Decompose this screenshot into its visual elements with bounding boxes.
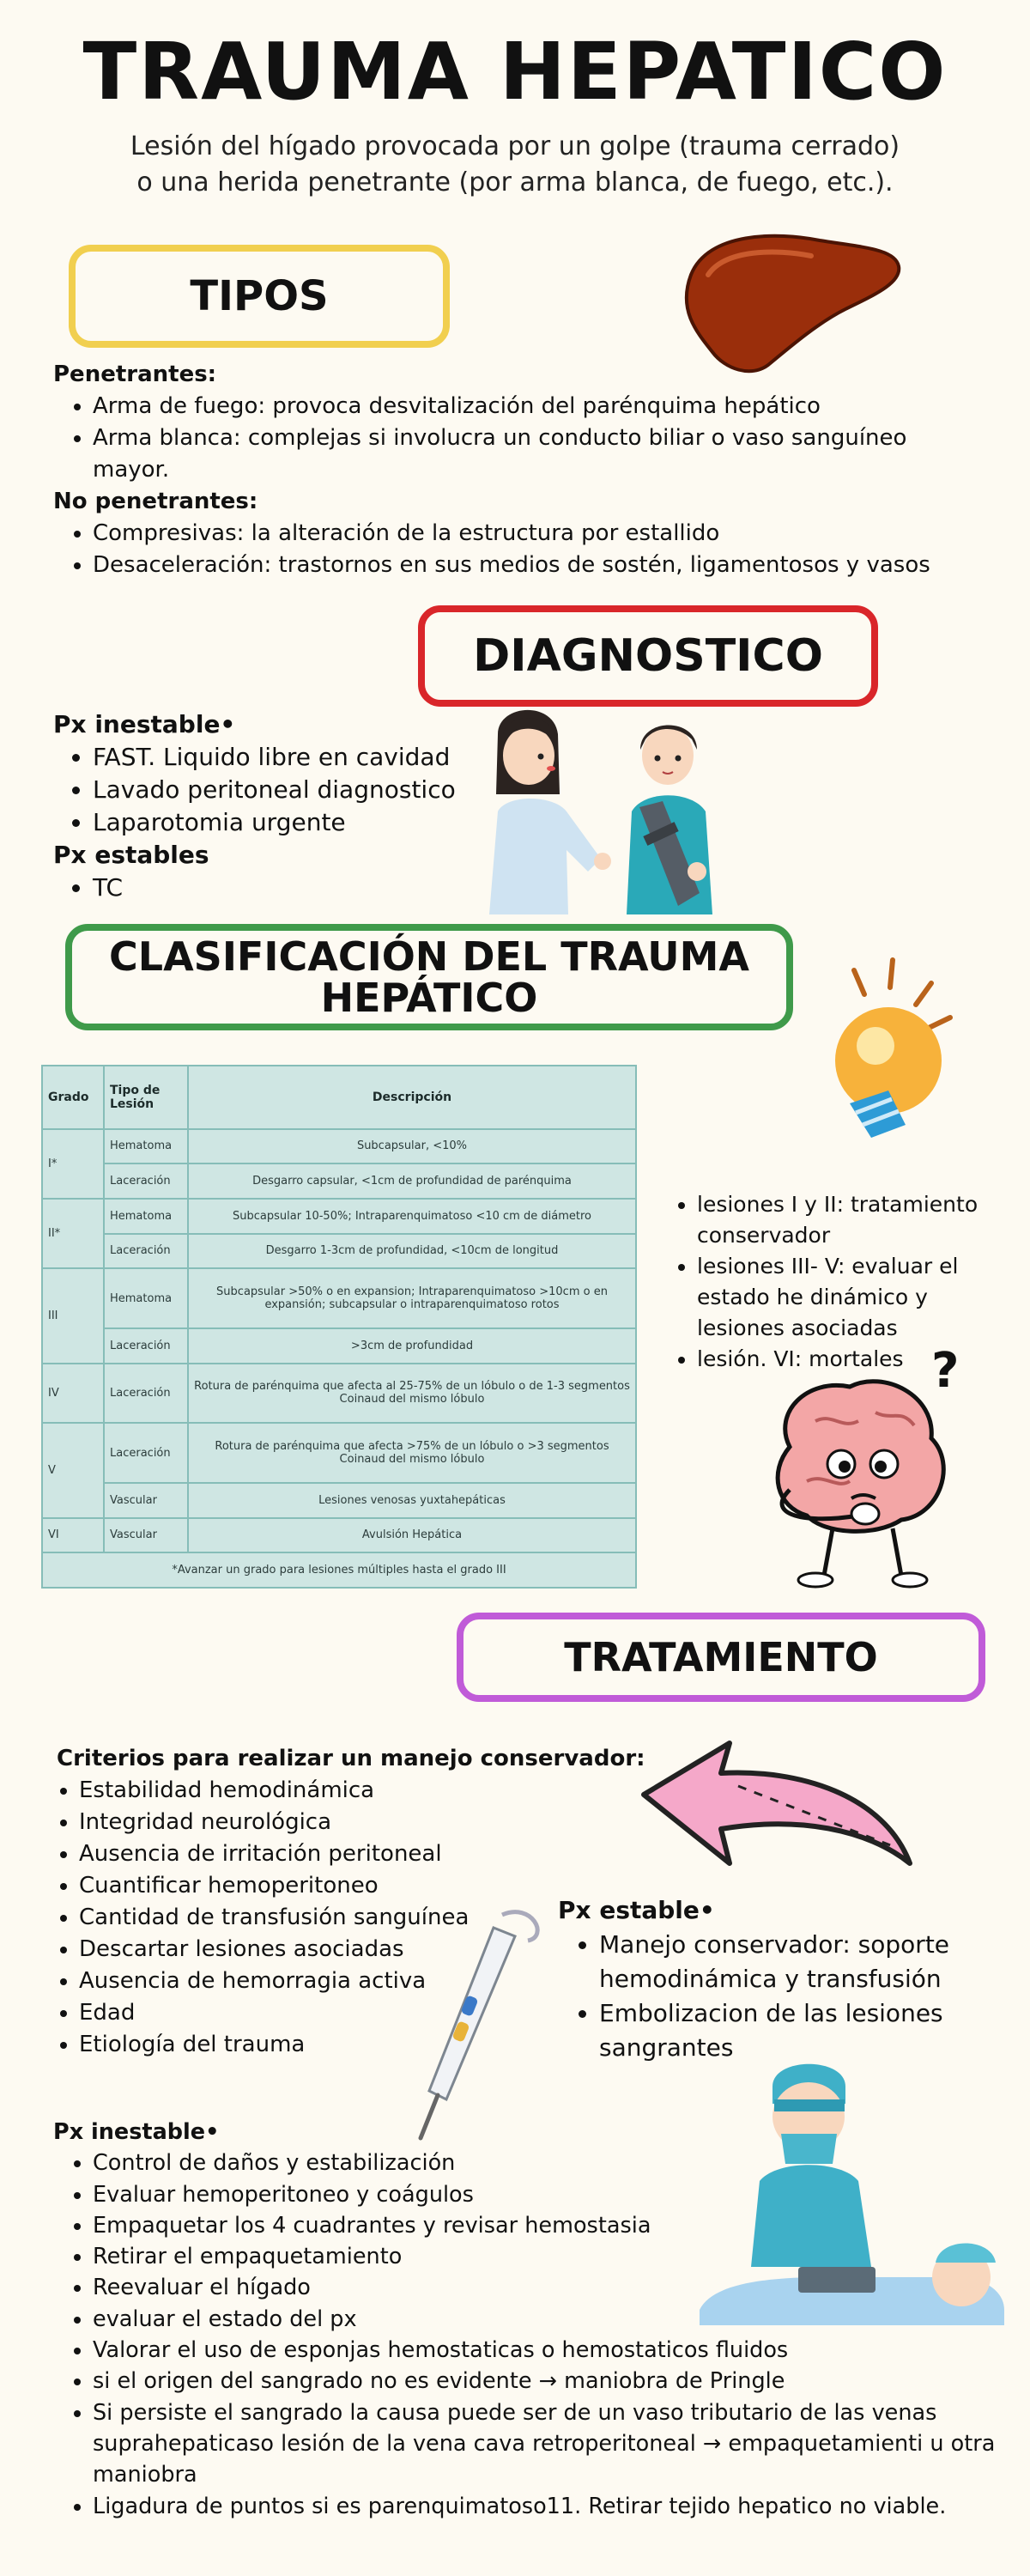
list-item: • Control de daños y estabilización [93,2148,1006,2178]
table-row [42,1163,636,1199]
table-row [42,1234,636,1269]
grade-cell: IV [42,1364,104,1424]
liver-icon [674,215,906,378]
tratamiento-inestable-section [53,2117,1006,2522]
desc-cell: Subcapsular, <10% [188,1129,636,1164]
list-item: • Etiología del trauma [79,2029,657,2061]
lightbulb-icon [803,953,957,1159]
list-item: • lesión. VI: mortales [697,1344,997,1375]
list-item: • Valorar el uso de esponjas hemostaticas o hemostaticos fluidos [93,2335,1006,2366]
type-cell: Laceración [104,1328,188,1364]
diagnostico-section [53,708,500,904]
list-item: • Retirar el empaquetamiento [93,2241,1006,2272]
list-item: • Integridad neurológica [79,1807,657,1838]
table-footnote-row [42,1552,636,1588]
list-item: • si el origen del sangrado no es evidente → maniobra de Pringle [93,2366,1006,2397]
electrocautery-pen-icon [403,1902,549,2142]
type-cell: Hematoma [104,1129,188,1164]
subtitle [86,129,944,201]
list-item: • Ligadura de puntos si es parenquimatoso11. Retirar tejido hepatico no viable. [93,2491,1006,2522]
grade-cell: II* [42,1199,104,1268]
no-penetrantes-label: No penetrantes: [53,489,258,514]
list-item: • Edad [79,1997,657,2029]
list-item: • lesiones III- V: evaluar el estado he dinámico y lesiones asociadas [697,1251,997,1344]
list-item: • Estabilidad hemodinámica [79,1775,657,1807]
table-footnote: *Avanzar un grado para lesiones múltiples hasta el grado III [42,1552,636,1588]
page-title: TRAUMA HEPATICO [82,26,948,118]
list-item: • TC [93,872,500,904]
list-item: • Ausencia de hemorragia activa [79,1965,657,1997]
px-inestable-label: Px inestable• [53,2119,220,2145]
list-item: • Lavado peritoneal diagnostico [93,774,500,806]
table-row [42,1364,636,1424]
desc-cell: Rotura de parénquima que afecta >75% de un lóbulo o >3 segmentos Coinaud del mismo lóbulo [188,1423,636,1483]
grade-table [41,1065,637,1589]
list-item: • Embolizacion de las lesiones sangrantes [599,1996,1004,2065]
thinking-brain-icon [755,1344,978,1593]
no-penetrantes-list [53,518,972,581]
desc-cell: Avulsión Hepática [188,1518,636,1553]
px-inestable-label: Px inestable• [53,710,236,738]
pink-arrow-icon [635,1735,918,1880]
list-item: • Arma de fuego: provoca desvitalización del parénquima hepático [93,391,972,422]
px-inestable-list [53,741,500,839]
list-item: • lesiones I y II: tratamiento conservador [697,1189,997,1251]
type-cell: Vascular [104,1518,188,1553]
desc-cell: Rotura de parénquima que afecta al 25-75% de un lóbulo o de 1-3 segmentos Coinaud del mismo lóbulo [188,1364,636,1424]
px-estables-label: Px estables [53,841,209,869]
desc-cell: >3cm de profundidad [188,1328,636,1364]
criterios-label: Criterios para realizar un manejo conservador: [57,1746,645,1771]
header-tipo: Tipo de Lesión [104,1066,188,1129]
subtitle-line-2: o una herida penetrante (por arma blanca, de fuego, etc.). [136,167,894,197]
table-row [42,1129,636,1164]
grade-cell: III [42,1268,104,1363]
tipos-heading: TIPOS [69,245,450,348]
px-estables-list [53,872,500,904]
svg-text:?: ? [931,1344,960,1399]
list-item: • FAST. Liquido libre en cavidad [93,741,500,774]
doctor-patient-illustration [472,700,730,923]
grade-cell: I* [42,1129,104,1199]
table-row [42,1268,636,1328]
desc-cell: Subcapsular 10-50%; Intraparenquimatoso <10 cm de diámetro [188,1199,636,1234]
list-item: • Arma blanca: complejas si involucra un conducto biliar o vaso sanguíneo mayor. [93,422,951,486]
desc-cell: Lesiones venosas yuxtahepáticas [188,1483,636,1518]
type-cell: Vascular [104,1483,188,1518]
type-cell: Laceración [104,1163,188,1199]
type-cell: Hematoma [104,1268,188,1328]
list-item: • Reevaluar el hígado [93,2272,1006,2303]
header-descripcion: Descripción [188,1066,636,1129]
tipos-section [53,359,972,581]
desc-cell: Subcapsular >50% o en expansion; Intraparenquimatoso >10cm o en expansión; subcapsular o intraparenquimatoso rotos [188,1268,636,1328]
tratamiento-estable-section [558,1893,1004,2065]
list-item: • evaluar el estado del px [93,2304,1006,2335]
type-cell: Laceración [104,1423,188,1483]
list-item: • Cantidad de transfusión sanguínea [79,1902,657,1934]
list-item: • Manejo conservador: soporte hemodinámica y transfusión [599,1928,1004,1996]
type-cell: Laceración [104,1234,188,1269]
list-item: • Descartar lesiones asociadas [79,1934,657,1965]
penetrantes-label: Penetrantes: [53,361,217,387]
grade-cell: VI [42,1518,104,1553]
table-row [42,1483,636,1518]
list-item: • Laparotomia urgente [93,806,500,839]
table-row [42,1518,636,1553]
desc-cell: Desgarro capsular, <1cm de profundidad de parénquima [188,1163,636,1199]
diagnostico-heading: DIAGNOSTICO [418,605,878,707]
list-item: • Cuantificar hemoperitoneo [79,1870,657,1902]
px-inestable-list [53,2148,1006,2522]
px-estable-label: Px estable• [558,1896,715,1924]
desc-cell: Desgarro 1-3cm de profundidad, <10cm de longitud [188,1234,636,1269]
list-item: • Empaquetar los 4 cuadrantes y revisar hemostasia [93,2210,1006,2241]
list-item: • Evaluar hemoperitoneo y coágulos [93,2179,1006,2210]
header-grado: Grado [42,1066,104,1129]
table-header-row [42,1066,636,1129]
tratamiento-heading: TRATAMIENTO [457,1613,985,1702]
table-row [42,1423,636,1483]
subtitle-line-1: Lesión del hígado provocada por un golpe (trauma cerrado) [130,131,900,161]
type-cell: Laceración [104,1364,188,1424]
px-estable-list [558,1928,1004,2065]
clasificacion-heading: CLASIFICACIÓN DEL TRAUMA HEPÁTICO [65,924,793,1030]
list-item: • Desaceleración: trastornos en sus medios de sostén, ligamentosos y vasos [93,550,972,581]
table-row [42,1199,636,1234]
list-item: • Ausencia de irritación peritoneal [79,1838,657,1870]
list-item: • Compresivas: la alteración de la estructura por estallido [93,518,972,550]
type-cell: Hematoma [104,1199,188,1234]
grade-cell: V [42,1423,104,1517]
penetrantes-list [53,391,972,486]
table-row [42,1328,636,1364]
list-item: • Si persiste el sangrado la causa puede ser de un vaso tributario de las venas suprahepaticaso lesión de la vena cava retroperitoneal → empaquetamienti u otra maniobra [93,2397,1006,2491]
